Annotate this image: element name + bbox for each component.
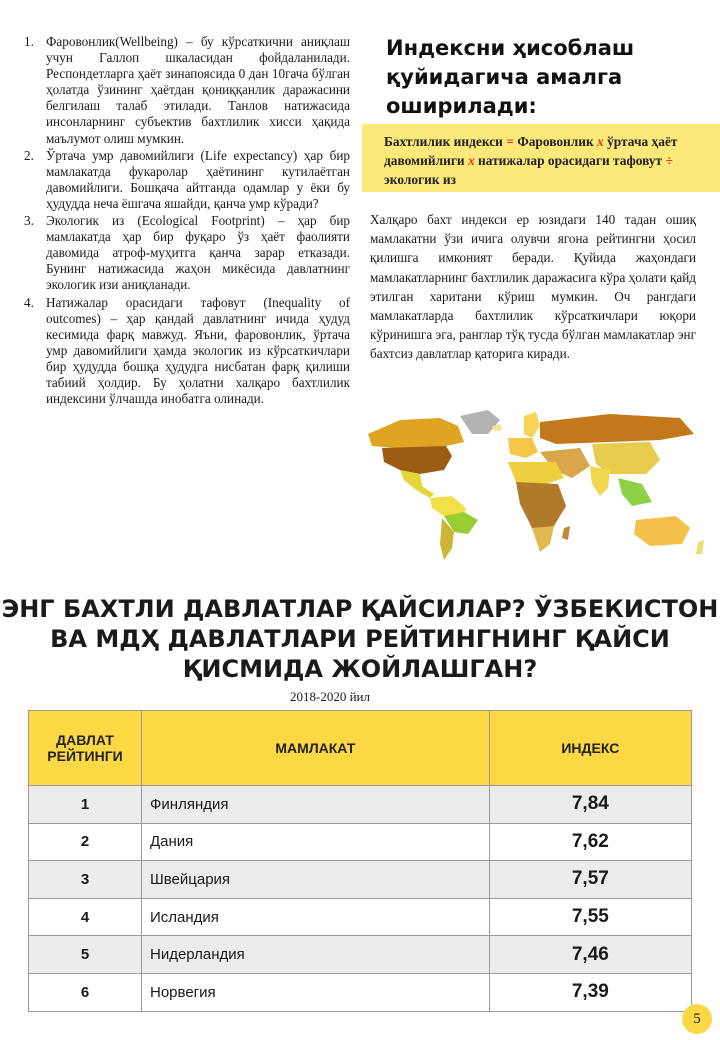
table-row [29,861,692,899]
table-row [29,973,692,1011]
list-item-number: 2. [24,147,34,163]
list-item [24,213,350,293]
list-item [24,34,350,147]
formula-operator: ÷ [662,153,673,168]
madagascar-region [562,526,570,540]
country-cell: Нидерландия [142,936,490,974]
list-item [24,295,350,408]
table-row [29,936,692,974]
western-europe-region [508,438,538,458]
list-item-number: 3. [24,213,34,229]
formula-part: экологик из [384,172,457,187]
table-row [29,786,692,824]
rank-cell: 1 [29,786,142,824]
table-row [29,898,692,936]
country-cell: Финляндия [142,786,490,824]
formula-part: натижалар орасидаги тафовут [478,153,663,168]
new-zealand-region [696,540,704,554]
rank-cell: 6 [29,973,142,1011]
list-item-text: Натижалар орасидаги тафовут (Inequality of outcomes) – ҳар қандай давлатнинг ичида ҳудуд кесимида фарқ мавжуд. Яъни, фаровонлик, ўртача умр давомийлиги ҳамда экологик из кўрсаткичлари бир ҳудудда бошқа ҳудудга нисбатан фарқ қилиши табиий ҳолдир. Бу ҳолатни халқаро бахтлилик индексини ўлчашда инобатга олинади. [46,294,350,407]
canada-region [368,418,464,448]
russia-region [540,414,694,444]
country-cell: Норвегия [142,973,490,1011]
southern-africa-region [532,526,554,552]
column-header-index: ИНДЕКС [489,711,691,786]
list-item-text: Экологик из (Ecological Footprint) – ҳар бир мамлакатда ҳар бир фуқаро ўз ҳаёт фаолияти давомида атроф-муҳитга қанча зарар етказади. Бунинг натижасида жаҳон микёсида давлатнинг экологик изи аниқланади. [46,213,350,293]
rank-cell: 5 [29,936,142,974]
formula-operator: x [593,134,608,149]
formula-operator: x [464,153,479,168]
list-item-number: 4. [24,294,34,310]
formula-operator: = [502,134,518,149]
usa-region [382,446,452,474]
australia-region [634,516,690,546]
index-cell: 7,46 [489,936,691,974]
index-cell: 7,39 [489,973,691,1011]
rank-cell: 4 [29,898,142,936]
index-cell: 7,57 [489,861,691,899]
central-america-region [400,470,434,498]
country-cell: Исландия [142,898,490,936]
list-item [24,148,350,212]
table-row [29,823,692,861]
list-item-number: 1. [24,34,34,49]
rank-cell: 2 [29,823,142,861]
list-item-text: Ўртача умр давомийлиги (Life expectancy) ҳар бир мамлакатда фукаролар ҳаётининг кутилаётган давомийлиги. Бошқача айтганда одамлар у ёки бу ҳудудда неча ёшгача яшайди, қанча умр кўради? [46,147,350,211]
column-header-country: МАМЛАКАТ [142,711,490,786]
page-title: ЭНГ БАХТЛИ ДАВЛАТЛАР ҚАЙСИЛАР? ЎЗБЕКИСТОН ВА МДҲ ДАВЛАТЛАРИ РЕЙТИНГНИНГ ҚАЙСИ ҚИСМИДА ЖОЙЛАШГАН? [1,595,719,683]
world-happiness-map [360,404,708,564]
index-cell: 7,84 [489,786,691,824]
page-number: 5 [682,1004,712,1034]
list-item-text: Фаровонлик(Wellbeing) – бу кўрсаткични аниқлаш учун Галлоп шкаласидан фойдаланилади. Респондетларга ҳаёт зинапоясида 0 дан 10гача бўлган ҳолатда ўзининг ҳаётдан қониққанлик даражасини белгилаш талаб этилади. Танлов натижасида инсонларнинг субъектив бахтлилик хисси ҳақида маълумот олиш мумкин. [46,34,350,146]
southeast-asia-region [618,478,652,506]
country-cell: Швейцария [142,861,490,899]
formula-part: Фаровонлик [517,134,594,149]
rank-cell: 3 [29,861,142,899]
section-heading: Индексни ҳисоблаш қуйидагича амалга оширилади: [386,36,635,118]
formula-box [362,124,720,192]
india-region [590,466,610,496]
intro-paragraph: Халқаро бахт индекси ер юзидаги 140 тадан ошиқ мамлакатни ўзи ичига олувчи ягона рейтингни ҳосил қилишга имконият беради. Қуйида жаҳондаги мамлакатларнинг бахтлилик даражасига кўра ҳолати қайд этилган харитани кўриш мумкин. Оч рангдаги мамлакатларда бахтлилик кўрсаткичлари юқори кўринишга эга, ранглар тўқ тусда бўлган мамлакатлар энг бахтсиз давлатлар қаторига киради. [370,212,696,362]
formula-part: ўртача ҳаёт давомийлиги [384,134,678,168]
north-africa-region [508,462,564,484]
index-cell: 7,55 [489,898,691,936]
scandinavia-region [524,412,540,438]
table-header-row [29,711,692,786]
criteria-list [24,34,350,408]
country-cell: Дания [142,823,490,861]
column-header-rank: ДАВЛАТ РЕЙТИНГИ [29,711,142,786]
happiness-rating-table [28,710,692,1012]
table-caption-year: 2018-2020 йил [290,689,370,704]
index-cell: 7,62 [489,823,691,861]
formula-part: Бахтлилик индекси [384,134,503,149]
